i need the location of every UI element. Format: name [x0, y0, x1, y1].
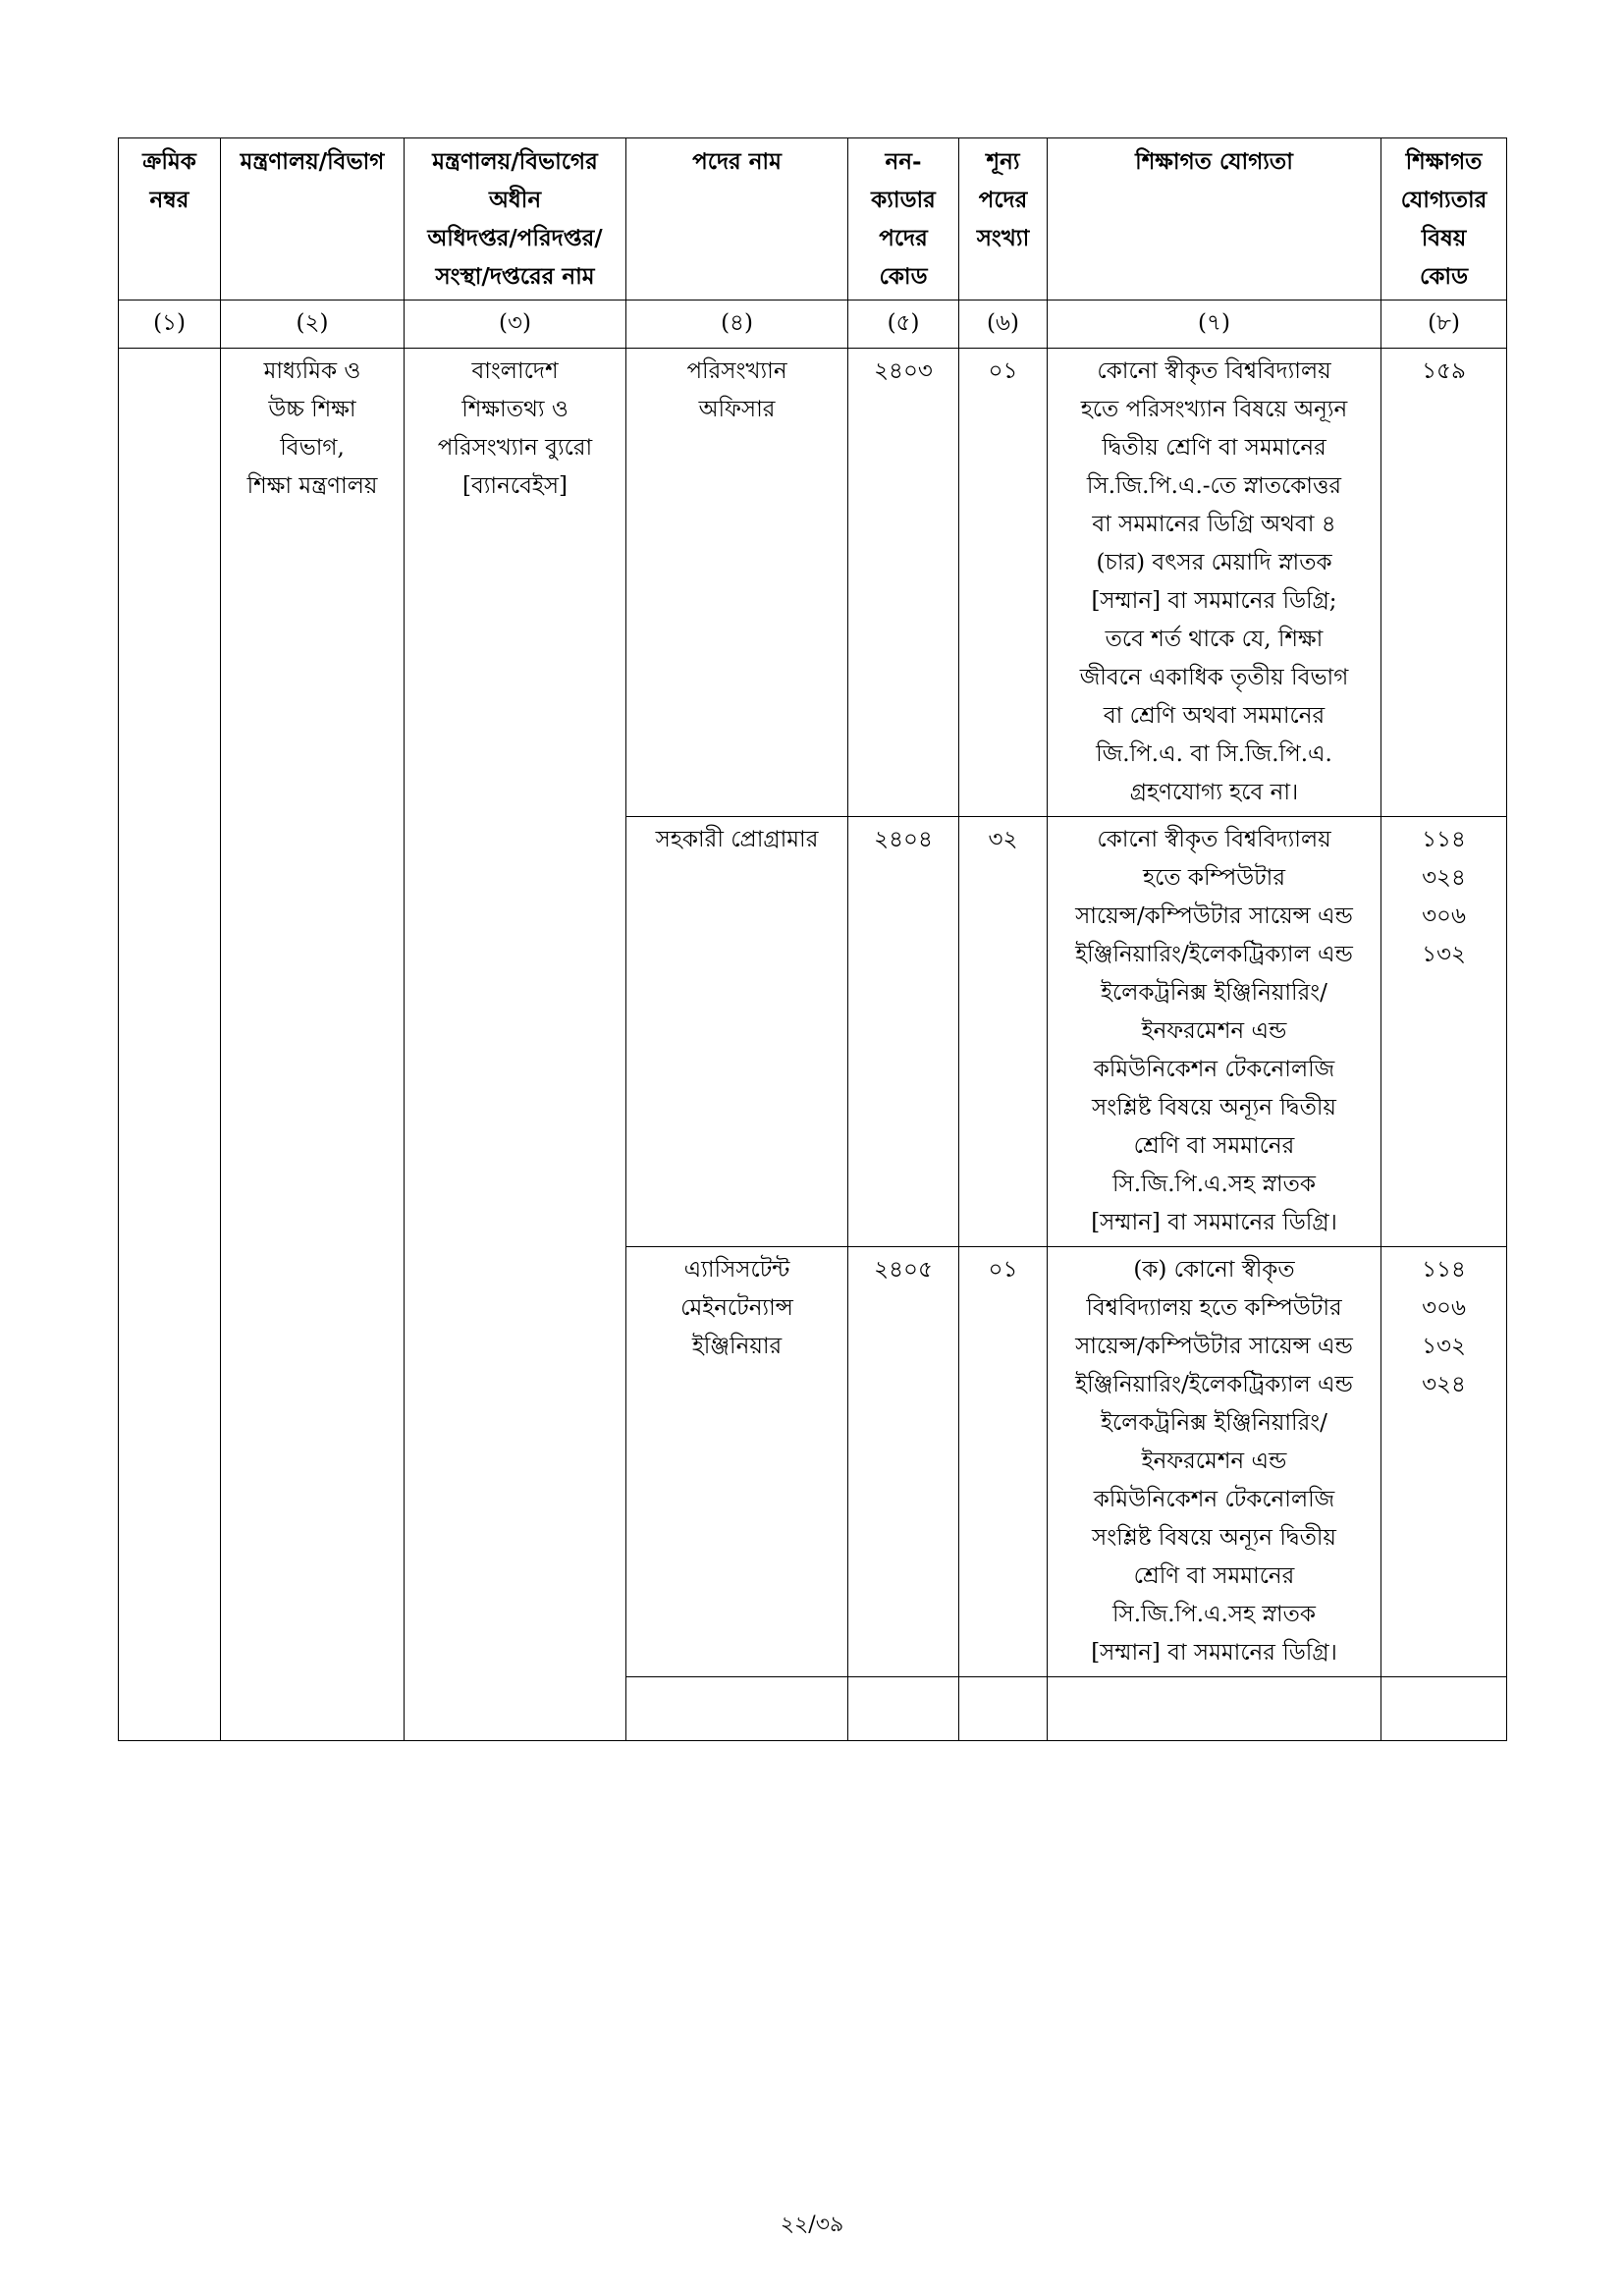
cell-text-line: ইঞ্জিনিয়ারিং/ইলেকট্রিক্যাল এন্ড [1075, 1372, 1353, 1397]
cell-text-line: যোগ্যতার [1400, 187, 1488, 213]
post-code-cell: ২৪০৪ [848, 817, 959, 1247]
cell-text-line: সায়েন্স/কম্পিউটার সায়েন্স এন্ড [1075, 1334, 1353, 1359]
qualification-cell [1048, 817, 1381, 1247]
cell-text-line: সংশ্লিষ্ট বিষয়ে অন্যূন দ্বিতীয় [1092, 1095, 1336, 1121]
cell-text-line: মাধ্যমিক ও [263, 358, 361, 384]
vacancies-cell: ৩২ [959, 817, 1048, 1247]
qualification-cell [1048, 349, 1381, 817]
cell-text-line: সি.জি.পি.এ.-তে স্নাতকোত্তর [1086, 473, 1342, 499]
column-number-row [119, 301, 1507, 349]
cell-text-line: ইঞ্জিনিয়ারিং/ইলেকট্রিক্যাল এন্ড [1075, 942, 1353, 967]
serial-cell [119, 349, 221, 1741]
cell-text-line: ৩০৬ [1422, 903, 1466, 929]
empty-cell [1381, 1677, 1507, 1741]
cell-text-line: মন্ত্রণালয়/বিভাগ [240, 148, 385, 175]
cell-text-line: কোড [1419, 263, 1469, 290]
cell-text-line: শিক্ষাগত যোগ্যতা [1135, 148, 1293, 175]
column-number: (৪) [626, 301, 848, 349]
empty-cell [959, 1677, 1048, 1741]
cell-text-line: পরিসংখ্যান ব্যুরো [437, 435, 593, 461]
subject-code-cell [1381, 817, 1507, 1247]
header-ministry [221, 138, 405, 301]
column-number: (৫) [848, 301, 959, 349]
cell-text-line: সায়েন্স/কম্পিউটার সায়েন্স এন্ড [1075, 903, 1353, 929]
cell-text-line: [সম্মান] বা সমমানের ডিগ্রি; [1091, 588, 1337, 614]
post-name-cell [626, 349, 848, 817]
column-number: (২) [221, 301, 405, 349]
subject-code-cell [1381, 1247, 1507, 1677]
header-subject-code [1381, 138, 1507, 301]
cell-text-line: বাংলাদেশ [471, 358, 559, 384]
cell-text-line: শিক্ষাতথ্য ও [461, 397, 568, 422]
cell-text-line: পদের [879, 225, 928, 251]
cell-text-line: অধিদপ্তর/পরিদপ্তর/ [427, 225, 603, 251]
vacancies-cell: ০১ [959, 1247, 1048, 1677]
cell-text-line: [সম্মান] বা সমমানের ডিগ্রি। [1091, 1640, 1337, 1666]
header-post-code [848, 138, 959, 301]
cell-text-line: মেইনটেন্যান্স [680, 1295, 793, 1321]
cell-text-line: শিক্ষাগত [1405, 148, 1483, 175]
cell-text-line: মন্ত্রণালয়/বিভাগের [432, 148, 598, 175]
cell-text-line: বিষয় [1421, 225, 1467, 251]
cell-text-line: অধীন [488, 187, 542, 213]
table-row [119, 349, 1507, 817]
cell-text-line: ইনফরমেশন এন্ড [1141, 1018, 1287, 1044]
cell-text-line: বিশ্ববিদ্যালয় হতে কম্পিউটার [1086, 1295, 1342, 1321]
cell-text-line: ৩২৪ [1422, 865, 1466, 891]
cell-text-line: ইনফরমেশন এন্ড [1141, 1449, 1287, 1474]
cell-text-line: জীবনে একাধিক তৃতীয় বিভাগ [1079, 665, 1349, 690]
empty-cell [626, 1677, 848, 1741]
cell-text-line: এ্যাসিসটেন্ট [683, 1257, 790, 1283]
cell-text-line: হতে পরিসংখ্যান বিষয়ে অন্যূন [1080, 397, 1348, 422]
header-serial [119, 138, 221, 301]
cell-text-line: ১৩২ [1422, 1334, 1466, 1359]
column-number: (১) [119, 301, 221, 349]
qualification-cell [1048, 1247, 1381, 1677]
post-code-cell: ২৪০৩ [848, 349, 959, 817]
cell-text-line: ইলেকট্রনিক্স ইঞ্জিনিয়ারিং/ [1101, 980, 1327, 1006]
ministry-cell [221, 349, 405, 1741]
cell-text-line: ইঞ্জিনিয়ার [691, 1334, 783, 1359]
vacancies-cell: ০১ [959, 349, 1048, 817]
cell-text-line: গ্রহণযোগ্য হবে না। [1129, 780, 1299, 805]
cell-text-line: ক্যাডার [871, 187, 936, 213]
cell-text-line: পদের [978, 187, 1028, 213]
post-name-cell [626, 817, 848, 1247]
cell-text-line: ইলেকট্রনিক্স ইঞ্জিনিয়ারিং/ [1101, 1410, 1327, 1436]
cell-text-line: শিক্ষা মন্ত্রণালয় [246, 473, 378, 499]
cell-text-line: সহকারী প্রোগ্রামার [655, 827, 819, 852]
cell-text-line: জি.পি.এ. বা সি.জি.পি.এ. [1096, 741, 1332, 767]
cell-text-line: (চার) বৎসর মেয়াদি স্নাতক [1096, 550, 1332, 575]
cell-text-line: কমিউনিকেশন টেকনোলজি [1093, 1487, 1335, 1512]
subject-code-cell [1381, 349, 1507, 817]
header-row [119, 138, 1507, 301]
cell-text-line: দ্বিতীয় শ্রেণি বা সমমানের [1102, 435, 1326, 461]
header-vacancies [959, 138, 1048, 301]
cell-text-line: পরিসংখ্যান [686, 358, 787, 384]
cell-text-line: ১৫৯ [1422, 358, 1466, 384]
column-number: (৮) [1381, 301, 1507, 349]
cell-text-line: [সম্মান] বা সমমানের ডিগ্রি। [1091, 1210, 1337, 1235]
cell-text-line: বিভাগ, [280, 435, 345, 461]
department-cell [405, 349, 626, 1741]
post-name-cell [626, 1247, 848, 1677]
cell-text-line: নম্বর [149, 187, 189, 213]
cell-text-line: কোনো স্বীকৃত বিশ্ববিদ্যালয় [1097, 358, 1331, 384]
header-department [405, 138, 626, 301]
cell-text-line: শূন্য [986, 148, 1020, 175]
cell-text-line: পদের নাম [692, 148, 782, 175]
cell-text-line: ১৩২ [1422, 942, 1466, 967]
cell-text-line: কোনো স্বীকৃত বিশ্ববিদ্যালয় [1097, 827, 1331, 852]
cell-text-line: সংখ্যা [976, 225, 1030, 251]
column-number: (৭) [1048, 301, 1381, 349]
header-qualification [1048, 138, 1381, 301]
cell-text-line: কোড [879, 263, 928, 290]
header-post-name [626, 138, 848, 301]
cell-text-line: বা সমমানের ডিগ্রি অথবা ৪ [1092, 512, 1336, 537]
empty-cell [1048, 1677, 1381, 1741]
column-number: (৩) [405, 301, 626, 349]
cell-text-line: অফিসার [698, 397, 776, 422]
cell-text-line: উচ্চ শিক্ষা [268, 397, 356, 422]
cell-text-line: বা শ্রেণি অথবা সমমানের [1103, 703, 1326, 729]
empty-cell [848, 1677, 959, 1741]
cell-text-line: [ব্যানবেইস] [461, 473, 568, 499]
cell-text-line: ক্রমিক [142, 148, 196, 175]
cell-text-line: সংশ্লিষ্ট বিষয়ে অন্যূন দ্বিতীয় [1092, 1525, 1336, 1551]
cell-text-line: নন- [885, 148, 922, 175]
vacancy-table [118, 137, 1507, 1741]
cell-text-line: ৩০৬ [1422, 1295, 1466, 1321]
cell-text-line: ১১৪ [1422, 1257, 1466, 1283]
cell-text-line: (ক) কোনো স্বীকৃত [1133, 1257, 1295, 1283]
cell-text-line: হতে কম্পিউটার [1143, 865, 1285, 891]
cell-text-line: সি.জি.পি.এ.সহ স্নাতক [1111, 1602, 1317, 1627]
column-number: (৬) [959, 301, 1048, 349]
page-number: ২২/৩৯ [780, 2213, 844, 2237]
post-code-cell: ২৪০৫ [848, 1247, 959, 1677]
cell-text-line: সি.জি.পি.এ.সহ স্নাতক [1111, 1172, 1317, 1197]
cell-text-line: কমিউনিকেশন টেকনোলজি [1093, 1057, 1335, 1082]
cell-text-line: শ্রেণি বা সমমানের [1133, 1563, 1295, 1589]
cell-text-line: ৩২৪ [1422, 1372, 1466, 1397]
cell-text-line: ১১৪ [1422, 827, 1466, 852]
cell-text-line: তবে শর্ত থাকে যে, শিক্ষা [1105, 627, 1324, 652]
cell-text-line: শ্রেণি বা সমমানের [1133, 1133, 1295, 1159]
cell-text-line: সংস্থা/দপ্তরের নাম [435, 263, 595, 290]
